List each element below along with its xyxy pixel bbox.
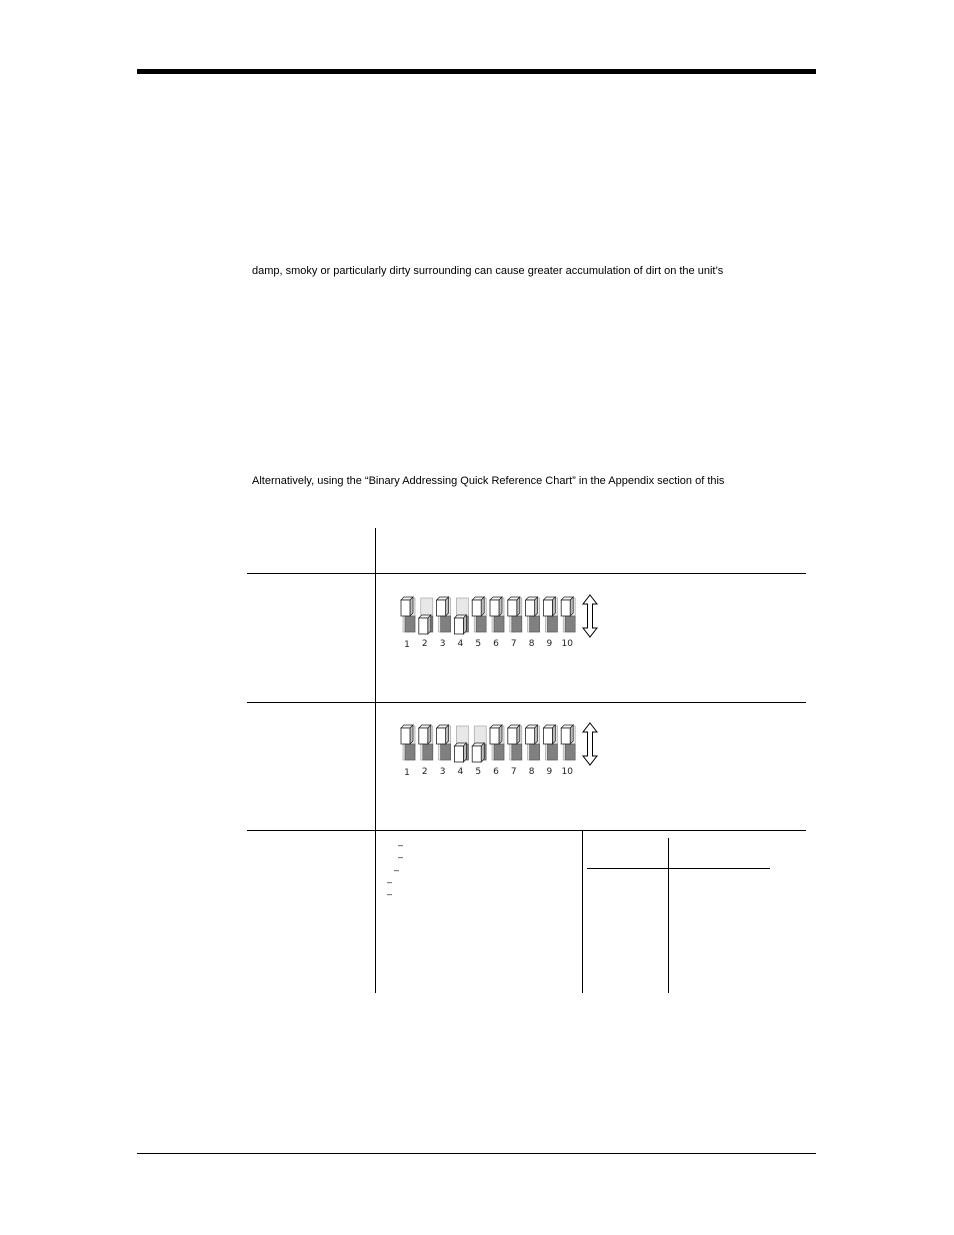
dip-switch-diagram (396, 718, 606, 782)
dip-switch-number: 3 (439, 767, 446, 777)
dip-switch-number: 9 (546, 639, 553, 649)
dip-switch-1 (401, 597, 415, 632)
dip-switch-10 (561, 597, 575, 632)
dip-switch-3 (437, 597, 451, 632)
dip-switch-number: 6 (493, 767, 499, 777)
paragraph-binary-addressing: Alternatively, using the “Binary Addressing Quick Reference Chart” in the Appendix section of this (252, 475, 725, 487)
paragraph-dirt-accumulation: damp, smoky or particularly dirty surrounding can cause greater accumulation of dirt on the unit’s (252, 265, 724, 277)
dip-switch-number: 6 (493, 639, 499, 649)
dip-switch-6 (490, 597, 504, 632)
dash-mark: – (398, 840, 404, 850)
dip-switch-number: 10 (561, 767, 573, 777)
dip-switch-number: 7 (510, 767, 517, 777)
dip-switch-3 (437, 725, 451, 760)
dip-switch-number: 9 (546, 767, 553, 777)
dip-switch-number: 7 (510, 639, 517, 649)
dip-switch-number: 5 (475, 767, 482, 777)
table-row-divider (247, 830, 806, 831)
dip-switch-9 (543, 597, 557, 632)
dip-switch-5 (472, 726, 486, 762)
dip-switch-9 (543, 725, 557, 760)
dip-switch-diagram (396, 590, 606, 654)
dash-mark: – (387, 889, 393, 899)
footer-rule (137, 1153, 816, 1154)
dip-switch-number: 4 (457, 639, 464, 649)
table-column-divider (375, 528, 376, 993)
dip-switch-number: 2 (421, 767, 428, 777)
dip-switch-2 (419, 598, 433, 634)
dip-switch-8 (526, 597, 540, 632)
dip-switch-number: 8 (528, 767, 535, 777)
dip-switch-number: 8 (528, 639, 535, 649)
dip-switch-10 (561, 725, 575, 760)
subtable-column-divider (582, 831, 583, 993)
dash-mark: – (387, 877, 393, 887)
subtable-column-divider (668, 838, 669, 993)
dash-mark: – (394, 865, 400, 875)
up-down-arrow-icon (583, 723, 597, 765)
dip-switch-8 (526, 725, 540, 760)
header-rule (137, 69, 816, 74)
dip-switch-number: 1 (404, 640, 410, 650)
dip-switch-4 (454, 726, 468, 762)
dip-switch-number: 4 (457, 767, 464, 777)
dip-switch-7 (508, 725, 522, 760)
subtable-header-rule (587, 868, 770, 869)
dip-switch-7 (508, 597, 522, 632)
dip-switch-number: 2 (421, 639, 428, 649)
dip-switch-number: 1 (404, 768, 410, 778)
up-down-arrow-icon (583, 595, 597, 637)
table-row-divider (247, 702, 806, 703)
dip-switch-number: 3 (439, 639, 446, 649)
dip-switch-number: 10 (561, 639, 573, 649)
dip-switch-4 (454, 598, 468, 634)
dip-switch-5 (472, 597, 486, 632)
dash-mark: – (398, 852, 404, 862)
table-row-divider (247, 573, 806, 574)
dip-switch-1 (401, 725, 415, 760)
dip-switch-number: 5 (475, 639, 482, 649)
dip-switch-6 (490, 725, 504, 760)
dip-switch-2 (419, 725, 433, 760)
